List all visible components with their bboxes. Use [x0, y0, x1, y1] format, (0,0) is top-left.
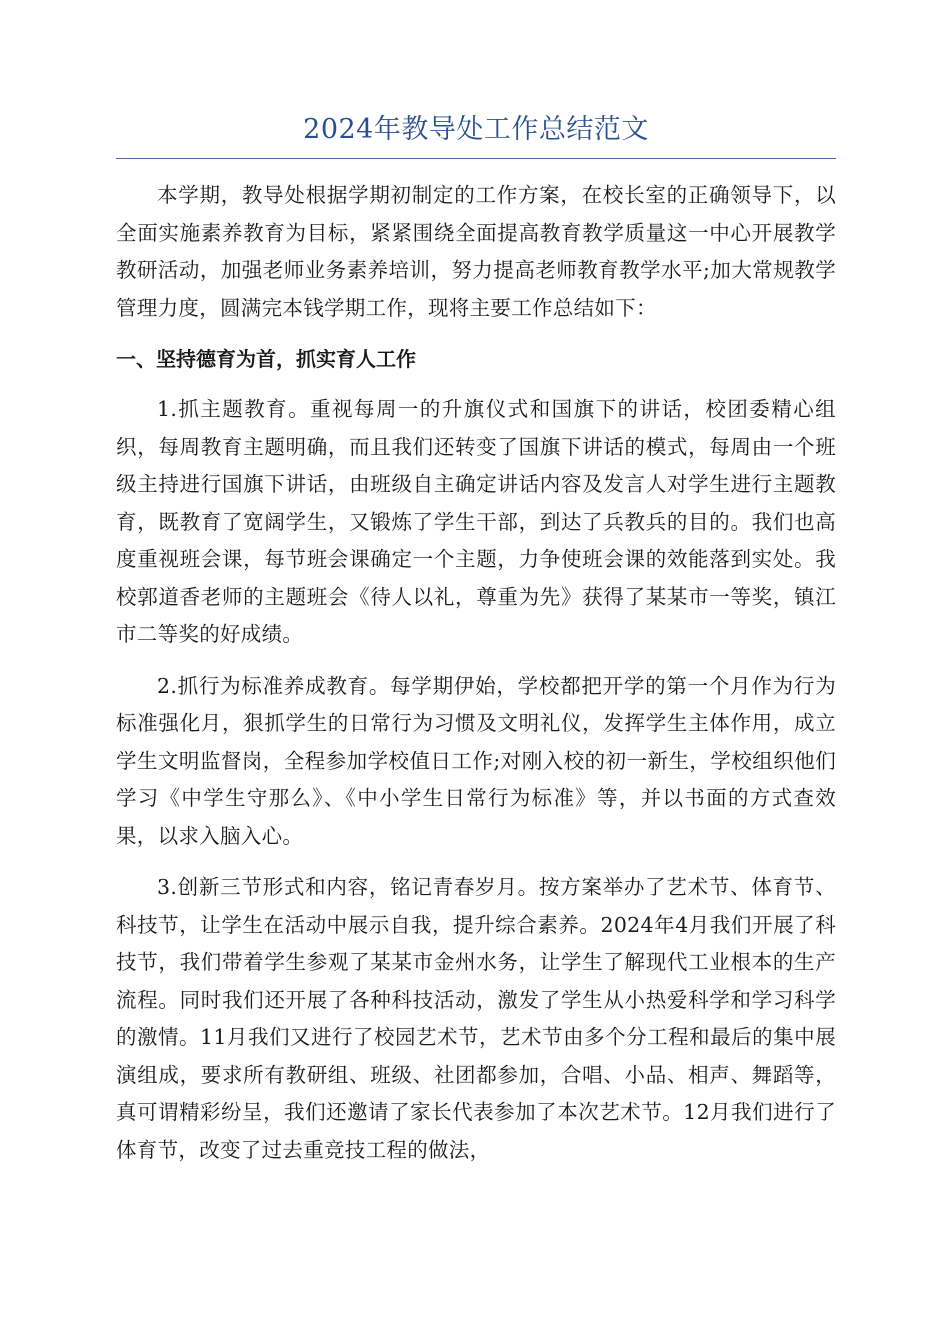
section-heading-1: 一、坚持德育为首，抓实育人工作	[116, 347, 416, 371]
intro-paragraph: 本学期，教导处根据学期初制定的工作方案，在校长室的正确领导下，以全面实施素养教育为目标，紧紧围绕全面提高教育教学质量这一中心开展教学教研活动，加强老师业务素养培训，努力提高老师教育教学水平;加大常规教学管理力度，圆满完本钱学期工作，现将主要工作总结如下：	[116, 183, 836, 320]
document-title: 2024年教导处工作总结范文	[303, 114, 649, 145]
paragraph-item-3: 3.创新三节形式和内容，铭记青春岁月。按方案举办了艺术节、体育节、科技节，让学生在活动中展示自我，提升综合素养。2024年4月我们开展了科技节，我们带着学生参观了某某市金州水务，让学生了解现代工业根本的生产流程。同时我们还开展了各种科技活动，激发了学生从小热爱科学和学习科学的激情。11月我们又进行了校园艺术节，艺术节由多个分工程和最后的集中展演组成，要求所有教研组、班级、社团都参加，合唱、小品、相声、舞蹈等，真可谓精彩纷呈，我们还邀请了家长代表参加了本次艺术节。12月我们进行了体育节，改变了过去重竞技工程的做法，	[116, 875, 836, 1162]
document-page	[116, 110, 836, 1183]
paragraph-item-1: 1.抓主题教育。重视每周一的升旗仪式和国旗下的讲话，校团委精心组织，每周教育主题明确，而且我们还转变了国旗下讲话的模式，每周由一个班级主持进行国旗下讲话，由班级自主确定讲话内容及发言人对学生进行主题教育，既教育了宽阔学生，又锻炼了学生干部，到达了兵教兵的目的。我们也高度重视班会课，每节班会课确定一个主题，力争使班会课的效能落到实处。我校郭道香老师的主题班会《待人以礼，尊重为先》获得了某某市一等奖，镇江市二等奖的好成绩。	[116, 397, 836, 646]
paragraph-item-2: 2.抓行为标准养成教育。每学期伊始，学校都把开学的第一个月作为行为标准强化月，狠抓学生的日常行为习惯及文明礼仪，发挥学生主体作用，成立学生文明监督岗，全程参加学校值日工作;对刚入校的初一新生，学校组织他们学习《中学生守那么》、《中小学生日常行为标准》等，并以书面的方式查效果，以求入脑入心。	[116, 673, 836, 848]
title-underline	[116, 158, 836, 159]
